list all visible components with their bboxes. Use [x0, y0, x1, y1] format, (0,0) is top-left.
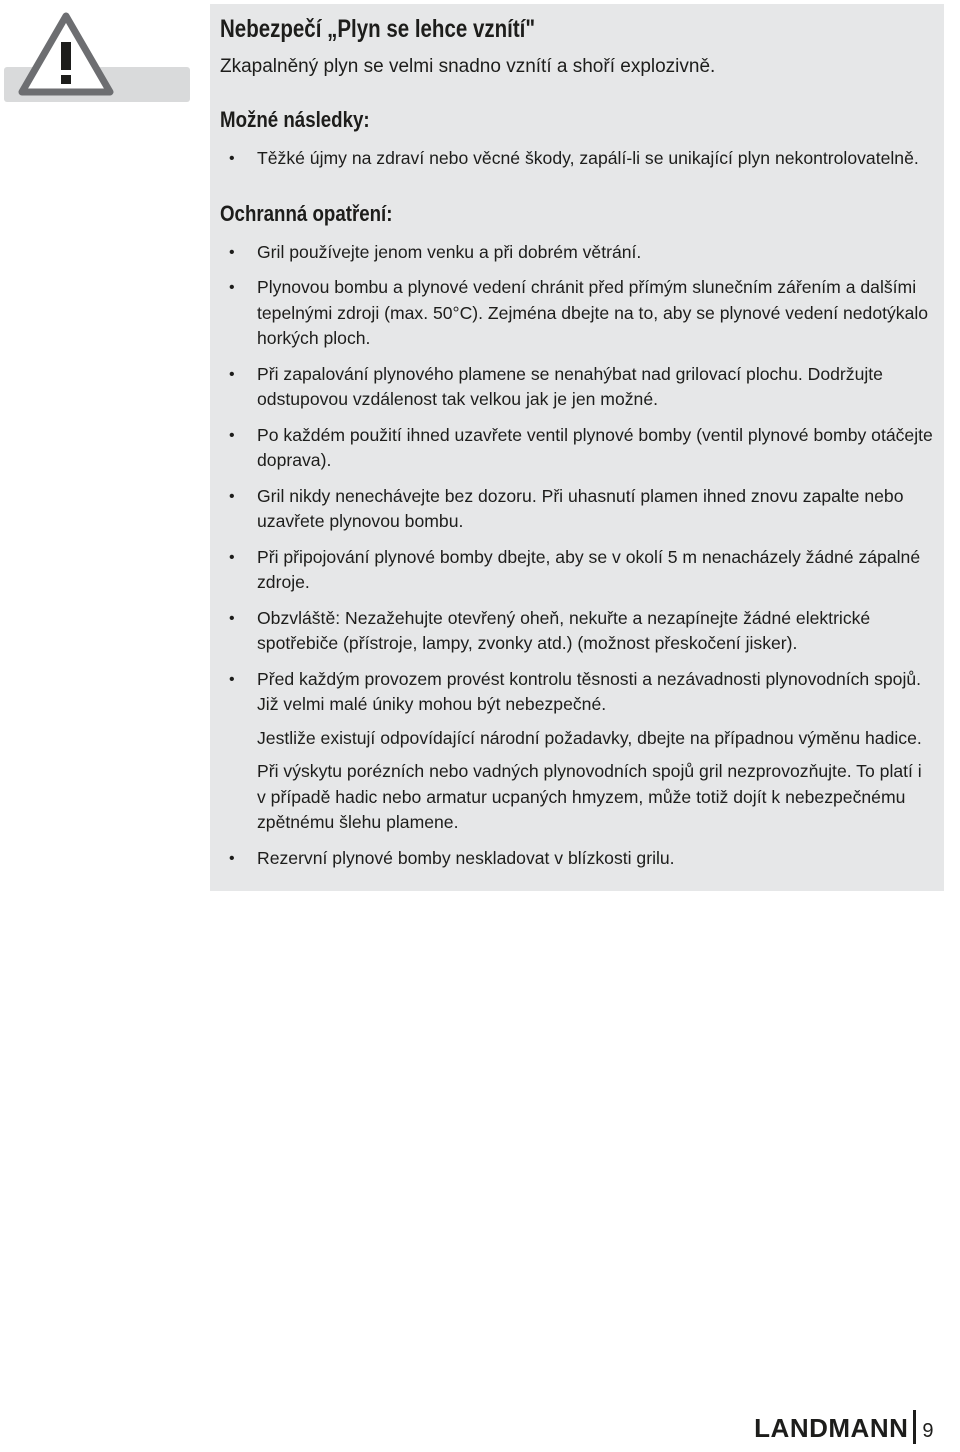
- page-number: 9: [922, 1420, 934, 1442]
- bullet: •: [229, 243, 235, 261]
- measures-heading: Ochranná opatření:: [220, 200, 393, 226]
- bullet: •: [229, 548, 235, 566]
- warning-panel: [210, 4, 944, 891]
- footer: [754, 1410, 934, 1444]
- bullet: •: [229, 426, 235, 444]
- consequences-heading: Možné následky:: [220, 107, 370, 132]
- brand-logo: LANDMANN: [754, 1413, 909, 1443]
- list-item-text: Před každým provozem provést kontrolu těsnosti a nezávadnosti plynovodních spojů. Již velmi malé úniky mohou být nebezpečné.: [257, 668, 922, 714]
- list-item: [220, 423, 934, 474]
- list-item: [220, 362, 934, 413]
- footer-divider: [913, 1410, 916, 1444]
- bullet: •: [229, 365, 235, 383]
- warning-title: Nebezpečí „Plyn se lehce vznítí": [220, 15, 536, 43]
- bullet: •: [229, 279, 235, 296]
- bullet: •: [229, 487, 235, 505]
- consequences-list: [220, 146, 934, 172]
- list-item-text: Těžké újmy na zdraví nebo věcné škody, zapálí-li se unikající plyn nekontrolovatelně.: [257, 148, 919, 168]
- list-item: [220, 240, 934, 266]
- sub-paragraph: Jestliže existují odpovídající národní požadavky, dbejte na případnou výměnu hadice.: [257, 727, 922, 748]
- list-item-text: Gril nikdy nenechávejte bez dozoru. Při uhasnutí plamen ihned znovu zapalte nebo uzavřete plynovou bombu.: [257, 485, 904, 531]
- bullet: •: [229, 849, 235, 867]
- bullet: •: [229, 150, 235, 167]
- warning-triangle-icon: [18, 12, 114, 96]
- list-item: [220, 846, 934, 872]
- measures-list: [220, 240, 934, 872]
- warning-intro: Zkapalněný plyn se velmi snadno vznítí a shoří explozivně.: [220, 56, 716, 77]
- list-item: [220, 484, 934, 535]
- list-item-text: Rezervní plynové bomby neskladovat v blízkosti grilu.: [257, 847, 675, 868]
- list-item: [220, 545, 934, 596]
- list-item-text: Plynovou bombu a plynové vedení chránit před přímým slunečním zářením a dalšími tepelnými zdroji (max. 50°C). Zejména dbejte na to, aby se plynové vedení nedotýkalo horkých ploch.: [257, 277, 929, 348]
- sub-paragraph: Při výskytu porézních nebo vadných plynovodních spojů gril nezprovozňujte. To platí i v případě hadic nebo armatur ucpaných hmyzem, může totiž dojít k nebezpečnému zpětnému šlehu plamene.: [257, 761, 922, 832]
- list-item: [220, 275, 934, 352]
- list-item-text: Při zapalování plynového plamene se nenahýbat nad grilovací plochu. Dodržujte odstupovou vzdálenost tak velkou jak je jen možné.: [257, 363, 883, 409]
- list-item-text: Při připojování plynové bomby dbejte, aby se v okolí 5 m nenacházely žádné zápalné zdroje.: [257, 546, 921, 592]
- bullet: •: [229, 609, 235, 627]
- list-item: [220, 146, 934, 172]
- list-item-text: Po každém použití ihned uzavřete ventil plynové bomby (ventil plynové bomby otáčejte doprava).: [257, 424, 933, 470]
- bullet: •: [229, 670, 235, 688]
- list-item-text: Obzvláště: Nezažehujte otevřený oheň, nekuřte a nezapínejte žádné elektrické spotřebiče (přístroje, lampy, zvonky atd.) (možnost přeskočení jisker).: [257, 607, 871, 653]
- list-item-text: Gril používejte jenom venku a při dobrém větrání.: [257, 241, 642, 262]
- list-item: [220, 667, 934, 836]
- list-item: [220, 606, 934, 657]
